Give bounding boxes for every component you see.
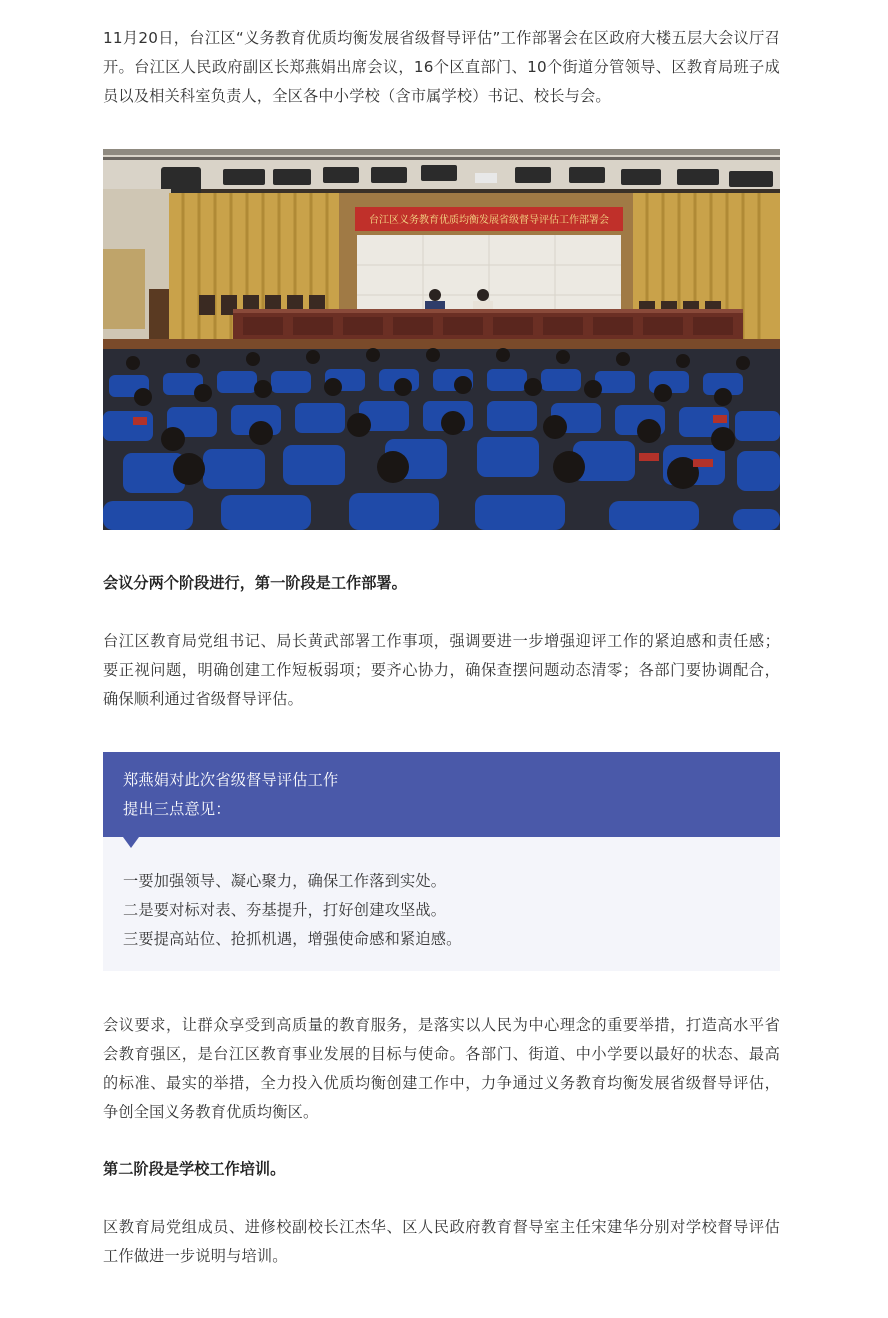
callout-body	[103, 837, 780, 971]
callout-point: 三要提高站位、抢抓机遇，增强使命感和紧迫感。	[123, 930, 462, 948]
requirements-paragraph: 会议要求，让群众享受到高质量的教育服务，是落实以人民为中心理念的重要举措，打造高水平省会教育强区，是台江区教育事业发展的目标与使命。各部门、街道、中小学要以最好的状态、最高的标准、最实的举措，全力投入优质均衡创建工作中，力争通过义务教育均衡发展省级督导评估，争创全国义务教育优质均衡区。	[103, 1016, 780, 1121]
stage1-heading: 会议分两个阶段进行，第一阶段是工作部署。	[103, 574, 407, 592]
stage1-paragraph: 台江区教育局党组书记、局长黄武部署工作事项，强调要进一步增强迎评工作的紧迫感和责任感；要正视问题，明确创建工作短板弱项；要齐心协力，确保查摆问题动态清零；各部门要协调配合，确保顺利通过省级督导评估。	[103, 632, 780, 708]
stage2-heading: 第二阶段是学校工作培训。	[103, 1160, 286, 1178]
stage2-paragraph: 区教育局党组成员、进修校副校长江杰华、区人民政府教育督导室主任宋建华分别对学校督导评估工作做进一步说明与培训。	[103, 1218, 780, 1265]
callout-title	[123, 766, 683, 824]
callout-point: 二是要对标对表、夯基提升，打好创建攻坚战。	[123, 901, 447, 919]
callout-points	[123, 867, 462, 954]
meeting-photo	[103, 149, 780, 530]
callout-header	[103, 752, 780, 837]
callout-pointer	[123, 837, 139, 848]
callout-title-line1: 郑燕娟对此次省级督导评估工作	[123, 771, 339, 789]
intro-paragraph: 11月20日，台江区“义务教育优质均衡发展省级督导评估”工作部署会在区政府大楼五层大会议厅召开。台江区人民政府副区长郑燕娟出席会议，16个区直部门、10个街道分管领导、区教育局班子成员以及相关科室负责人，全区各中小学校（含市属学校）书记、校长与会。	[103, 29, 780, 105]
callout-title-line2: 提出三点意见：	[123, 800, 231, 818]
callout-point: 一要加强领导、凝心聚力，确保工作落到实处。	[123, 872, 447, 890]
stage-banner-text: 台江区义务教育优质均衡发展省级督导评估工作部署会	[369, 215, 609, 226]
